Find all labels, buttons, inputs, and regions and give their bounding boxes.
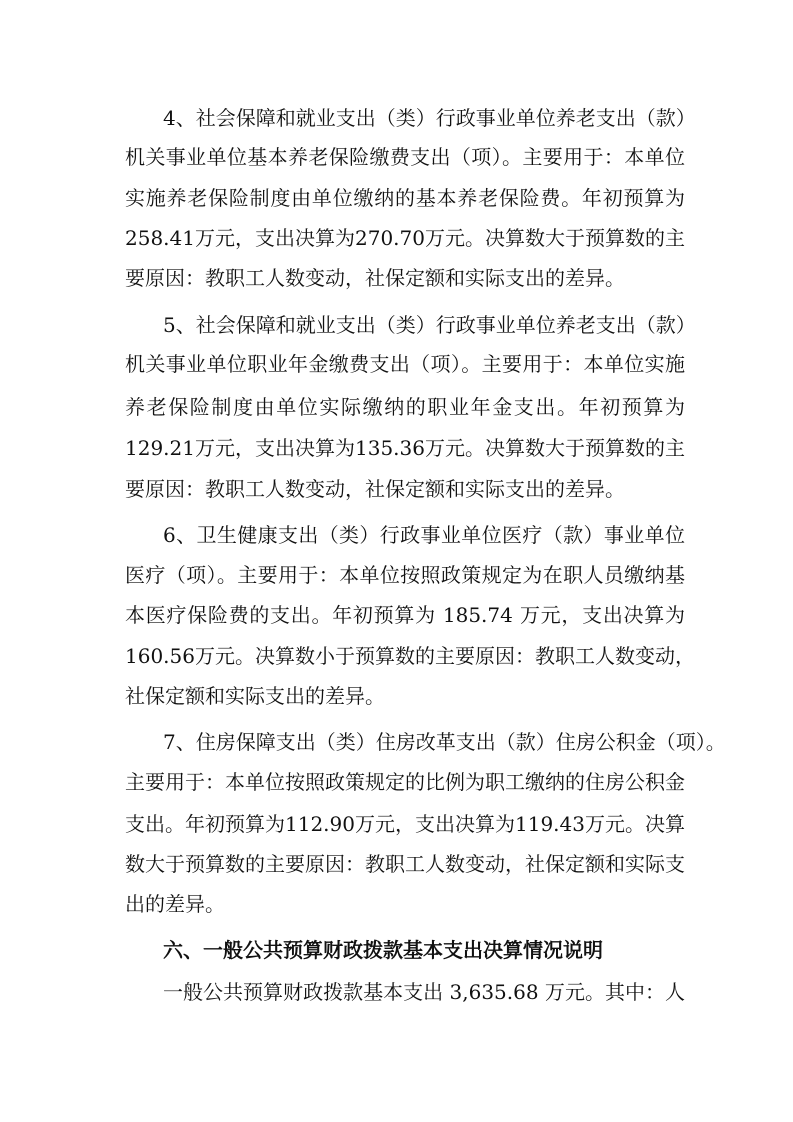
paragraph-line: 160.56万元。决算数小于预算数的主要原因：教职工人数变动， [125, 644, 695, 668]
paragraph-line: 医疗（项）。主要用于：本单位按照政策规定为在职人员缴纳基 [125, 563, 685, 587]
paragraph-line: 本医疗保险费的支出。年初预算为 185.74 万元，支出决算为 [125, 603, 685, 627]
paragraph-line: 机关事业单位职业年金缴费支出（项）。主要用于：本单位实施 [125, 352, 685, 376]
paragraph-line: 7、住房保障支出（类）住房改革支出（款）住房公积金（项）。 [163, 730, 726, 754]
paragraph-line: 258.41万元，支出决算为270.70万元。决算数大于预算数的主 [125, 226, 685, 250]
section-heading: 六、一般公共预算财政拨款基本支出决算情况说明 [163, 938, 603, 962]
paragraph-line: 养老保险制度由单位实际缴纳的职业年金支出。年初预算为 [125, 395, 685, 419]
paragraph-line: 主要用于：本单位按照政策规定的比例为职工缴纳的住房公积金 [125, 770, 685, 794]
paragraph-line: 要原因：教职工人数变动，社保定额和实际支出的差异。 [125, 266, 625, 290]
paragraph-line: 出的差异。 [125, 892, 225, 916]
paragraph-line: 支出。年初预算为112.90万元，支出决算为119.43万元。决算 [125, 812, 685, 836]
paragraph-line: 6、卫生健康支出（类）行政事业单位医疗（款）事业单位 [163, 523, 685, 547]
paragraph-line: 一般公共预算财政拨款基本支出 3,635.68 万元。其中：人 [163, 980, 685, 1004]
paragraph-line: 社保定额和实际支出的差异。 [125, 684, 385, 708]
paragraph-line: 129.21万元，支出决算为135.36万元。决算数大于预算数的主 [125, 436, 685, 460]
paragraph-line: 实施养老保险制度由单位缴纳的基本养老保险费。年初预算为 [125, 186, 685, 210]
paragraph-line: 要原因：教职工人数变动，社保定额和实际支出的差异。 [125, 477, 625, 501]
paragraph-line: 5、社会保障和就业支出（类）行政事业单位养老支出（款） [163, 313, 696, 337]
paragraph-line: 4、社会保障和就业支出（类）行政事业单位养老支出（款） [163, 106, 696, 130]
paragraph-line: 机关事业单位基本养老保险缴费支出（项）。主要用于：本单位 [125, 145, 685, 169]
paragraph-line: 数大于预算数的主要原因：教职工人数变动，社保定额和实际支 [125, 852, 685, 876]
